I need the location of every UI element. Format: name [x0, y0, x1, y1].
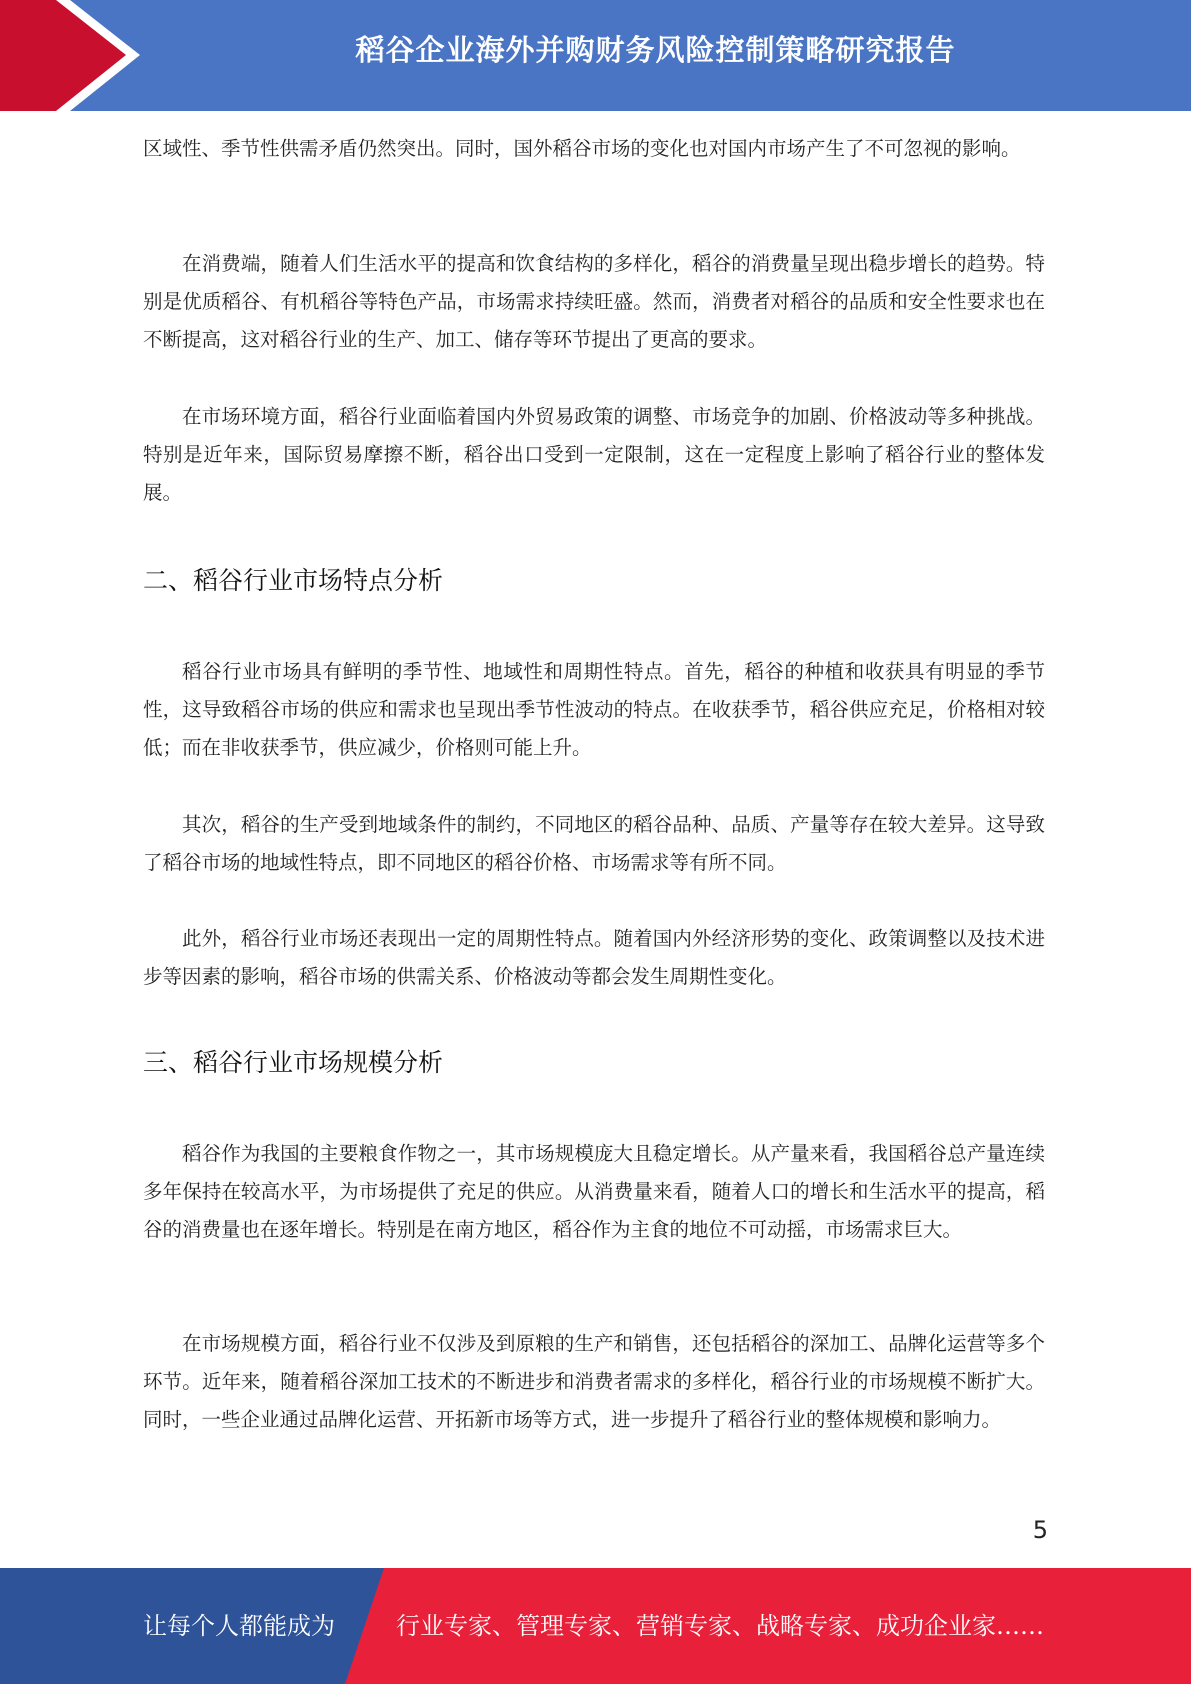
- document-title: 稻谷企业海外并购财务风险控制策略研究报告: [355, 33, 956, 67]
- paragraph-regionality: 其次，稻谷的生产受到地域条件的制约，不同地区的稻谷品种、品质、产量等存在较大差异。这导致了稻谷市场的地域性特点，即不同地区的稻谷价格、市场需求等有所不同。: [143, 813, 1045, 874]
- footer-slogan-left: 让每个人都能成为: [143, 1612, 335, 1640]
- paragraph-continued: 区域性、季节性供需矛盾仍然突出。同时，国外稻谷市场的变化也对国内市场产生了不可忽视的影响。: [143, 137, 1021, 160]
- section-heading-3: 三、稻谷行业市场规模分析: [143, 1048, 444, 1077]
- paragraph-market-environment: 在市场环境方面，稻谷行业面临着国内外贸易政策的调整、市场竞争的加剧、价格波动等多种挑战。特别是近年来，国际贸易摩擦不断，稻谷出口受到一定限制，这在一定程度上影响了稻谷行业的整体发展。: [143, 405, 1045, 504]
- footer-slogan-right: 行业专家、管理专家、营销专家、战略专家、成功企业家……: [396, 1612, 1044, 1640]
- paragraph-cyclicality: 此外，稻谷行业市场还表现出一定的周期性特点。随着国内外经济形势的变化、政策调整以及技术进步等因素的影响，稻谷市场的供需关系、价格波动等都会发生周期性变化。: [143, 927, 1045, 988]
- paragraph-market-scale: 在市场规模方面，稻谷行业不仅涉及到原粮的生产和销售，还包括稻谷的深加工、品牌化运营等多个环节。近年来，随着稻谷深加工技术的不断进步和消费者需求的多样化，稻谷行业的市场规模不断扩大。同时，一些企业通过品牌化运营、开拓新市场等方式，进一步提升了稻谷行业的整体规模和影响力。: [143, 1332, 1045, 1431]
- page-body: [143, 0, 1045, 1500]
- page-number: 5: [1032, 1516, 1048, 1544]
- header-chevron-decoration: [0, 0, 160, 111]
- paragraph-consumption: 在消费端，随着人们生活水平的提高和饮食结构的多样化，稻谷的消费量呈现出稳步增长的趋势。特别是优质稻谷、有机稻谷等特色产品，市场需求持续旺盛。然而，消费者对稻谷的品质和安全性要求也在不断提高，这对稻谷行业的生产、加工、储存等环节提出了更高的要求。: [143, 252, 1045, 351]
- paragraph-market-size: 稻谷作为我国的主要粮食作物之一，其市场规模庞大且稳定增长。从产量来看，我国稻谷总产量连续多年保持在较高水平，为市场提供了充足的供应。从消费量来看，随着人口的增长和生活水平的提高，稻谷的消费量也在逐年增长。特别是在南方地区，稻谷作为主食的地位不可动摇，市场需求巨大。: [143, 1142, 1045, 1241]
- footer-band: [0, 1568, 1191, 1684]
- paragraph-seasonality: 稻谷行业市场具有鲜明的季节性、地域性和周期性特点。首先，稻谷的种植和收获具有明显的季节性，这导致稻谷市场的供应和需求也呈现出季节性波动的特点。在收获季节，稻谷供应充足，价格相对较低；而在非收获季节，供应减少，价格则可能上升。: [143, 660, 1045, 759]
- section-heading-2: 二、稻谷行业市场特点分析: [143, 566, 444, 595]
